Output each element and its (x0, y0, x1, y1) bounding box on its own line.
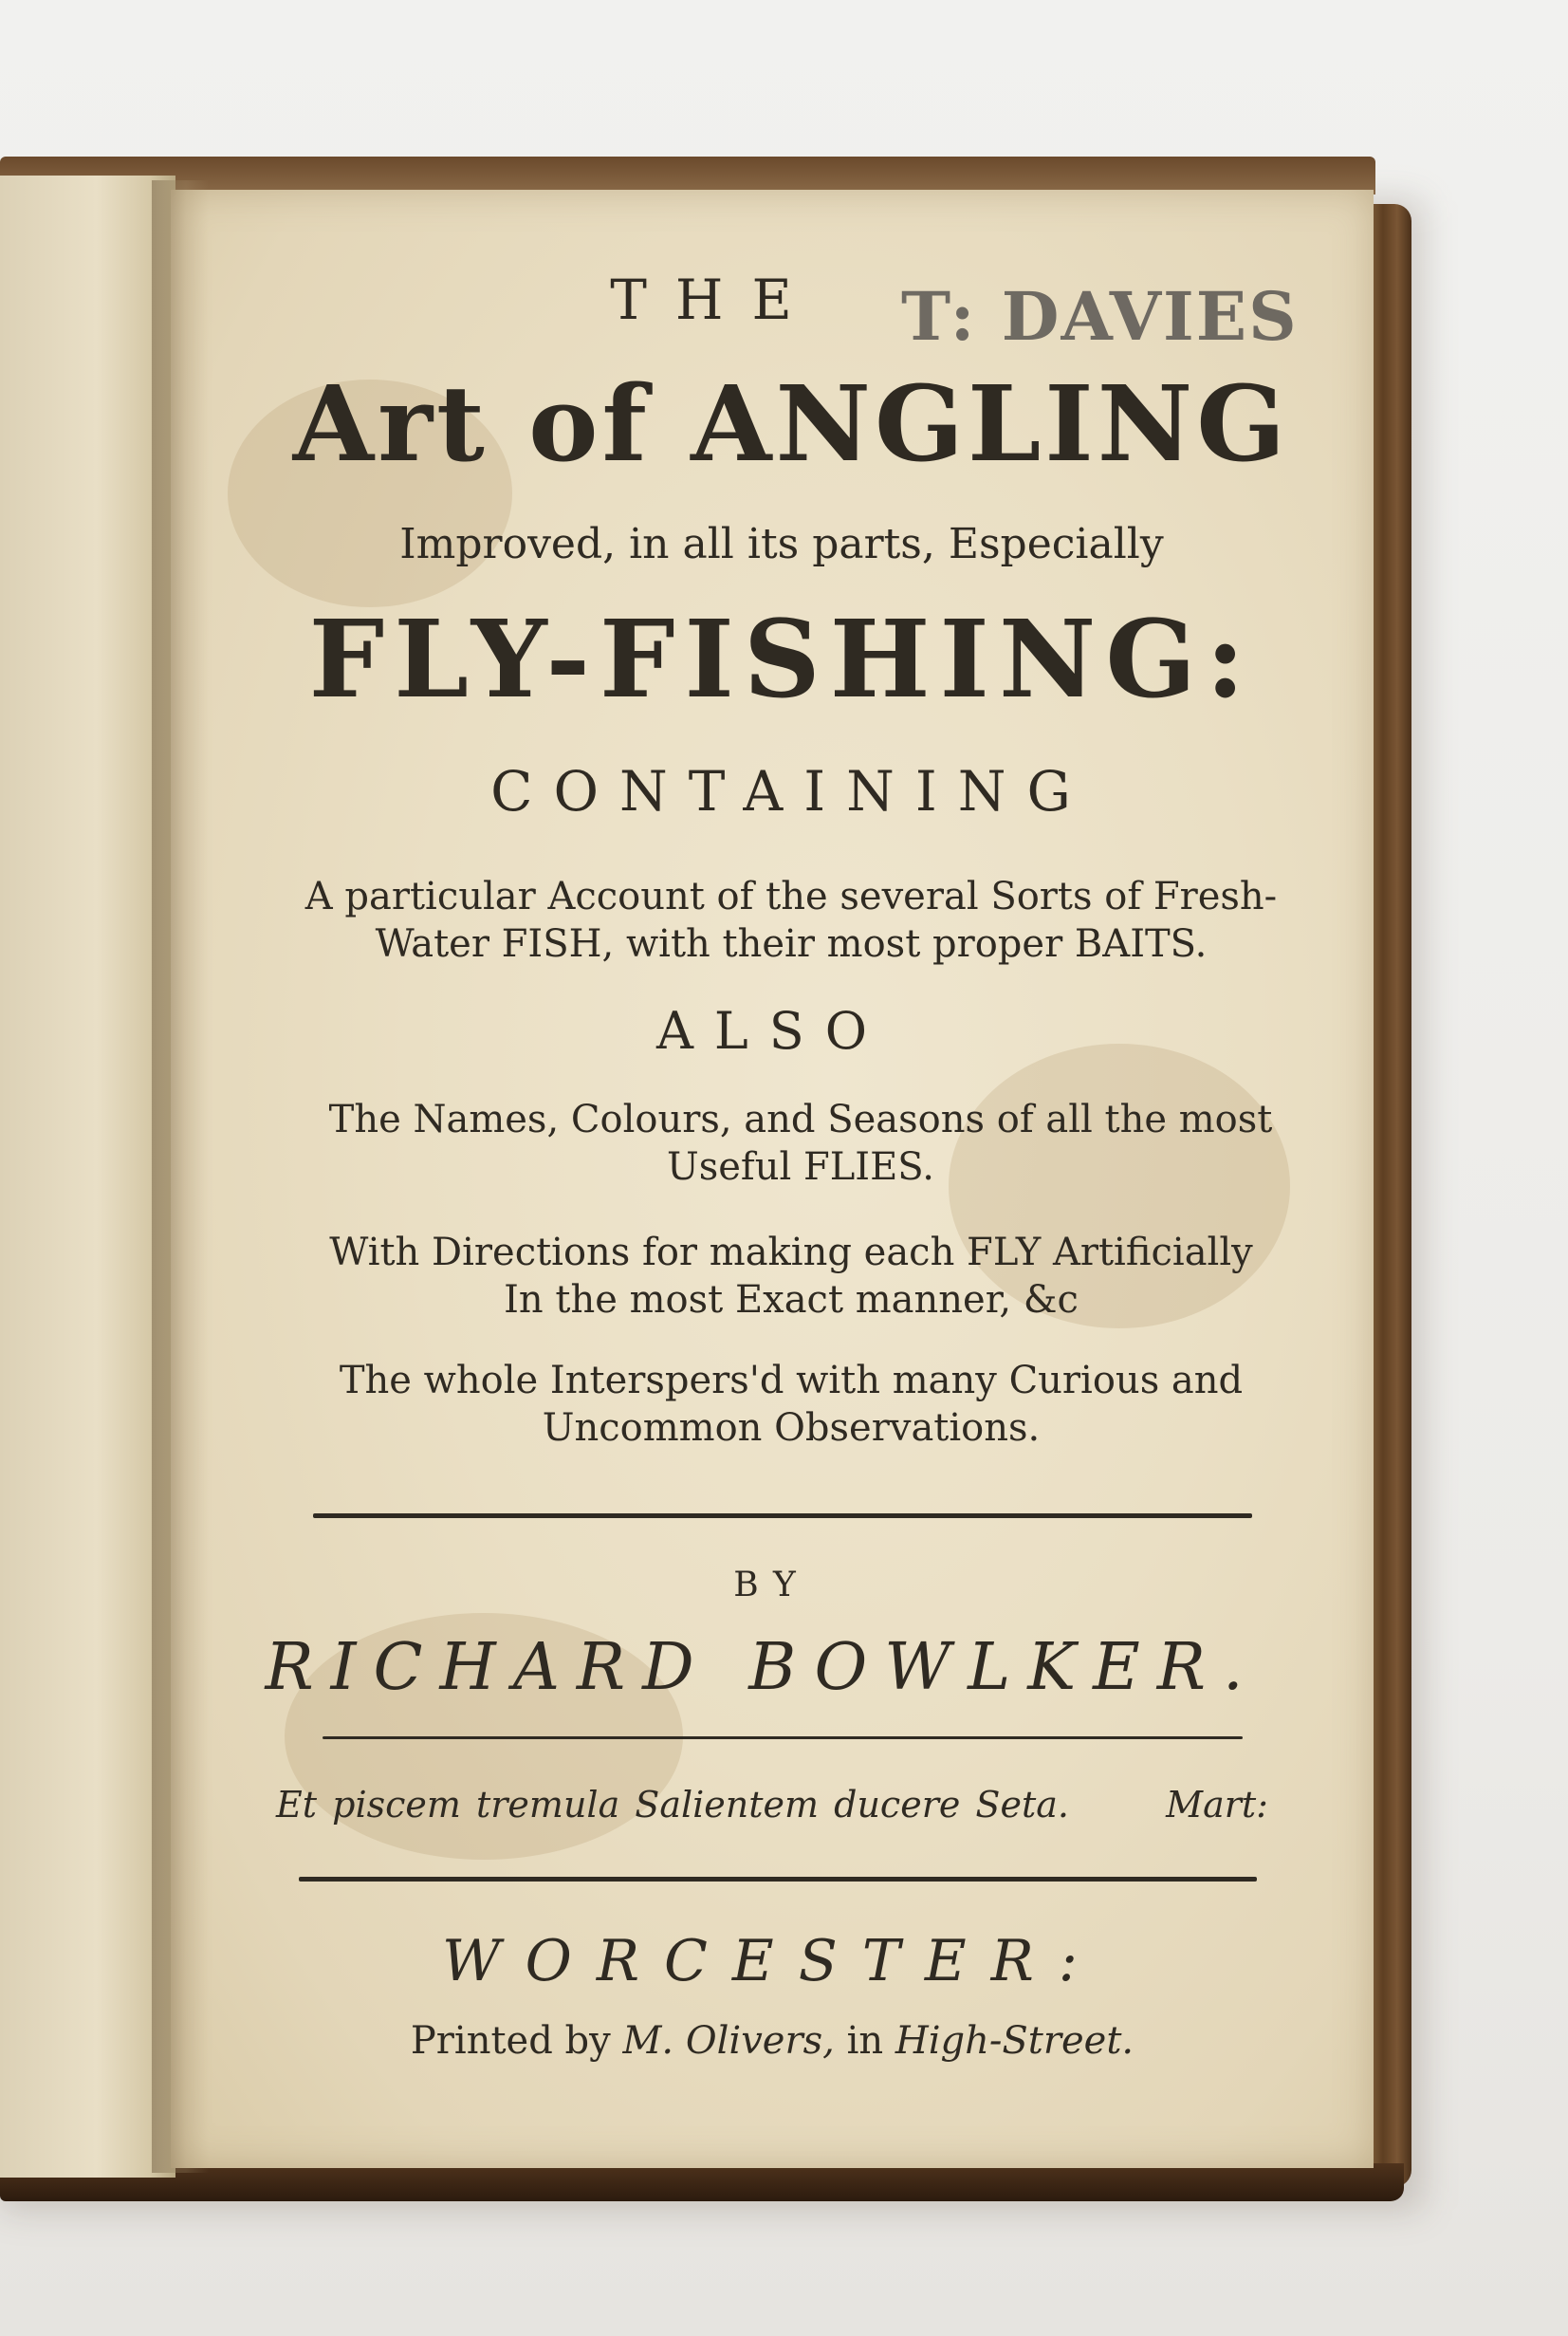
description-fish-baits-line1: A particular Account of the several Sorts of Fresh- (304, 875, 1278, 918)
byline-by: BY (733, 1566, 811, 1604)
heading-containing: CONTAINING (490, 759, 1092, 824)
imprint-place: WORCESTER: (441, 1928, 1103, 1994)
motto-text: Et piscem tremula Salientem ducere Seta. (276, 1784, 1069, 1826)
imprint-printed-by: Printed by (410, 2019, 611, 2063)
description-directions-line2: In the most Exact manner, &c (504, 1278, 1079, 1322)
imprint-in: in (846, 2019, 884, 2063)
description-flies-line1: The Names, Colours, and Seasons of all the most (328, 1098, 1273, 1141)
description-observations (190, 1357, 1393, 1452)
description-fish-baits (190, 873, 1393, 968)
description-observations-line2: Uncommon Observations. (542, 1406, 1041, 1450)
title-fly-fishing: FLY-FISHING: (308, 598, 1255, 722)
page-gutter (152, 180, 209, 2173)
description-fish-baits-line2: Water FISH, with their most proper BAITS. (375, 922, 1208, 966)
title-page (171, 190, 1374, 2168)
imprint-printer-name: M. Olivers, (622, 2019, 835, 2063)
title-the: THE (610, 268, 821, 332)
subtitle-improved: Improved, in all its parts, Especially (399, 520, 1164, 568)
book-cover-bottom-edge (0, 2163, 1404, 2201)
divider-rule (323, 1736, 1243, 1739)
description-flies-line2: Useful FLIES. (667, 1145, 934, 1189)
imprint-street: High-Street. (895, 2019, 1134, 2063)
divider-rule (313, 1513, 1252, 1518)
heading-also: ALSO (655, 1001, 889, 1061)
description-directions (190, 1229, 1393, 1324)
ownership-stamp: T: DAVIES (901, 277, 1299, 356)
author-name: RICHARD BOWLKER. (265, 1630, 1261, 1705)
imprint-printer (171, 2019, 1374, 2063)
divider-rule (299, 1877, 1257, 1882)
description-directions-line1: With Directions for making each FLY Artificially (329, 1231, 1253, 1274)
description-observations-line1: The whole Interspers'd with many Curious and (339, 1359, 1244, 1402)
description-flies (199, 1096, 1402, 1191)
title-art-of-angling: Art of ANGLING (292, 362, 1290, 485)
motto (171, 1784, 1374, 1826)
left-page-edge (0, 176, 175, 2178)
motto-source: Mart: (1166, 1784, 1268, 1826)
